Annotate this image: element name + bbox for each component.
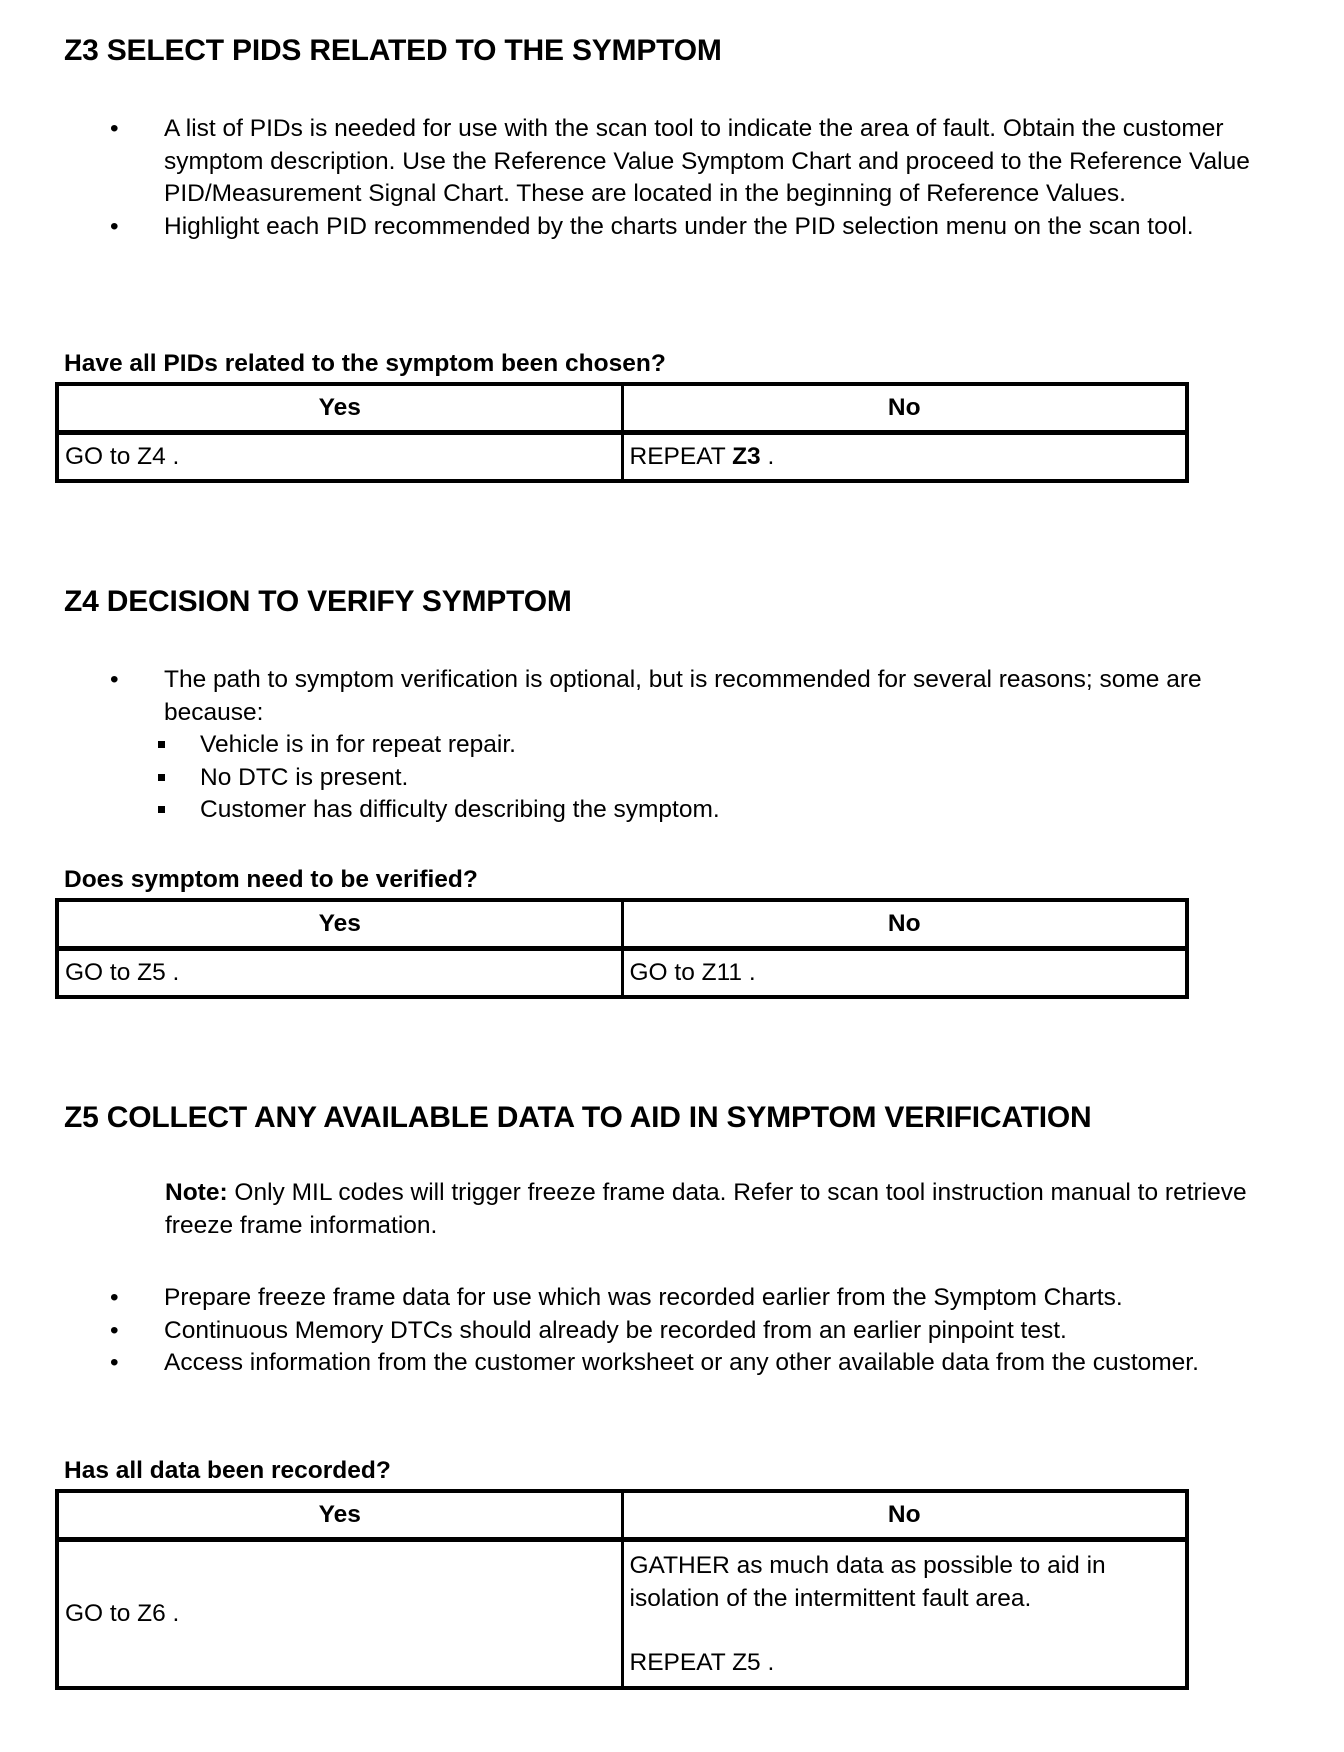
no-header: No	[622, 1491, 1187, 1540]
yes-cell: GO to Z4 .	[57, 433, 622, 482]
no-cell: GO to Z11 .	[622, 949, 1187, 998]
z5-bullet-list	[100, 1282, 1280, 1380]
bullet-icon: •	[110, 115, 119, 142]
bullet-icon: •	[110, 212, 119, 240]
z4-bullet-list	[100, 664, 1280, 827]
no-cell-line2: REPEAT Z5 .	[629, 1649, 775, 1676]
list-item: • Continuous Memory DTCs should already be recorded from an earlier pinpoint test.	[100, 1315, 1280, 1348]
square-bullet-icon	[158, 806, 165, 813]
table-row	[57, 1540, 1187, 1688]
yes-header: Yes	[57, 384, 622, 433]
z3-decision-table	[55, 382, 1189, 483]
table-row	[57, 433, 1187, 482]
z4-sub-list	[100, 729, 1280, 827]
bullet-icon: •	[110, 1349, 119, 1376]
yes-header: Yes	[57, 1491, 622, 1540]
sub-list-item: Customer has difficulty describing the symptom.	[100, 794, 1280, 827]
sub-list-item: Vehicle is in for repeat repair.	[100, 729, 1280, 762]
z5-note: Note: Only MIL codes will trigger freeze frame data. Refer to scan tool instruction manual to retrieve freeze frame information.	[165, 1179, 1247, 1239]
table-row	[57, 949, 1187, 998]
list-item: • A list of PIDs is needed for use with the scan tool to indicate the area of fault. Obtain the customer symptom description. Use the Reference Value Symptom Chart and proceed to the Reference Value PID/Measurement Signal Chart. These are located in the beginning of Reference Values.	[110, 115, 1250, 207]
z5-decision-table	[55, 1489, 1189, 1690]
bullet-icon: •	[110, 666, 119, 693]
list-item: • The path to symptom verification is optional, but is recommended for several reasons; some are because: Vehicle is in for repeat repair. No DTC is present. Customer has difficulty describing the symptom.	[100, 664, 1280, 827]
square-bullet-icon	[158, 774, 165, 781]
yes-header: Yes	[57, 900, 622, 949]
no-cell	[622, 1540, 1187, 1688]
yes-cell: GO to Z5 .	[57, 949, 622, 998]
z3-bullet-list	[100, 113, 1280, 243]
no-header: No	[622, 384, 1187, 433]
square-bullet-icon	[158, 741, 165, 748]
bullet-icon: •	[110, 1284, 119, 1311]
bullet-icon: •	[110, 1316, 119, 1344]
table-header-row	[57, 900, 1187, 949]
sub-list-item: No DTC is present.	[100, 762, 1280, 795]
yes-cell: GO to Z6 .	[57, 1540, 622, 1688]
z5-question: Has all data been recorded?	[64, 1457, 391, 1484]
list-item: • Highlight each PID recommended by the charts under the PID selection menu on the scan tool.	[100, 211, 1280, 244]
z4-decision-table	[55, 898, 1189, 999]
section-heading-z5: Z5 COLLECT ANY AVAILABLE DATA TO AID IN SYMPTOM VERIFICATION	[64, 1101, 1092, 1134]
note-label: Note:	[165, 1179, 228, 1206]
table-header-row	[57, 384, 1187, 433]
table-header-row	[57, 1491, 1187, 1540]
list-item: • Access information from the customer worksheet or any other available data from the customer.	[100, 1347, 1280, 1380]
no-header: No	[622, 900, 1187, 949]
no-cell: REPEAT Z3 .	[622, 433, 1187, 482]
z3-question: Have all PIDs related to the symptom been chosen?	[64, 350, 666, 377]
section-heading-z4: Z4 DECISION TO VERIFY SYMPTOM	[64, 585, 572, 618]
z4-question: Does symptom need to be verified?	[64, 866, 478, 893]
list-item: • Prepare freeze frame data for use which was recorded earlier from the Symptom Charts.	[100, 1282, 1280, 1315]
section-heading-z3: Z3 SELECT PIDS RELATED TO THE SYMPTOM	[64, 34, 722, 67]
no-cell-line1: GATHER as much data as possible to aid in isolation of the intermittent fault area.	[629, 1552, 1106, 1612]
